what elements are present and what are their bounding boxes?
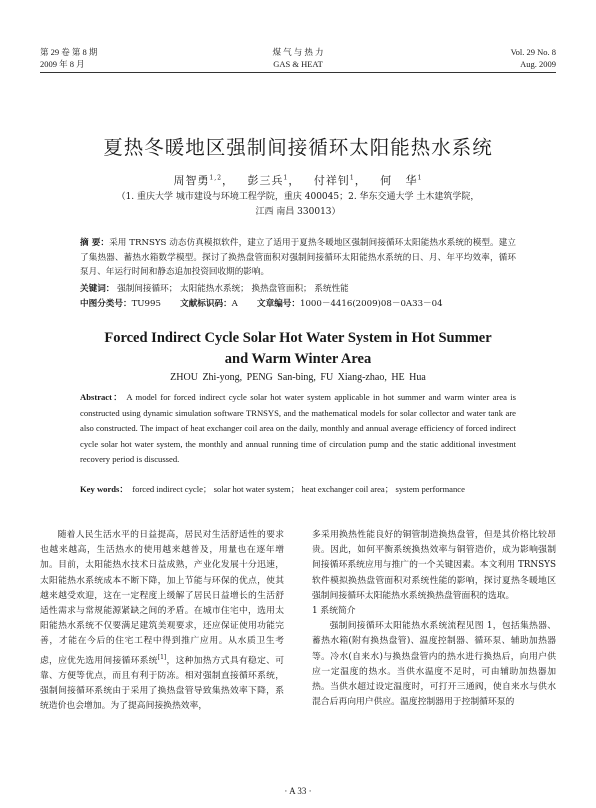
paper-title-en-line1: Forced Indirect Cycle Solar Hot Water System in Hot Summer: [104, 330, 492, 346]
keywords-cn-label: 关键词：: [80, 284, 115, 294]
body-column-left: [40, 528, 284, 714]
publication-date-en: Aug. 2009: [520, 59, 556, 69]
clc-label: 中图分类号：: [80, 299, 132, 309]
keywords-cn: [80, 282, 516, 297]
abstract-cn-text: 采用 TRNSYS 动态仿真模拟软件，建立了适用于夏热冬暖地区强制间接循环太阳能热水系统的模型。建立了集热器、蓄热水箱数学模型。探讨了换热盘管面积对强制间接循环太阳能热水系统的日、月、年平均效率，循环泵月、年运行时间和静态追加投资回收期的影响。: [80, 238, 516, 277]
body-column-right: [312, 528, 556, 710]
volume-issue: 第 29 卷 第 8 期: [40, 47, 98, 57]
keywords-en: [80, 482, 516, 498]
publication-date-cn: 2009 年 8 月: [40, 59, 85, 69]
abstract-en: [80, 390, 516, 468]
journal-name-cn: 煤 气 与 热 力: [272, 47, 324, 57]
keywords-cn-text: 强制间接循环； 太阳能热水系统； 换热盘管面积； 系统性能: [117, 284, 349, 294]
doc-code-value: A: [231, 299, 238, 309]
authors-cn: 周智勇$^{1,2}$， 彭三兵$^1$， 付祥钊$^1$， 何 华$^1$: [173, 174, 423, 187]
running-header-left: [40, 46, 190, 70]
body-paragraph: 随着人民生活水平的日益提高，居民对生活舒适性的要求也越来越高，生活热水的使用越来越普及，用量也在逐年增加。目前，太阳能热水技术日益成熟，产业化发展十分迅速，太阳能热水系统成本不断下降，加上节能与环保的优点，使其越来越受欢迎，这在一定程度上缓解了居民日益增长的生活舒适性需求与常规能源紧缺之间的矛盾。在城市住宅中，选用太阳能热水系统不仅要满足建筑美观要求，还应保证使用功能完善，才能在今后的住宅工程中得到推广应用。从水质卫生考虑，应优先选用间接循环系统[1]，这种加热方式具有稳定、可靠、方便等优点，而且有利于防冻。相对强制直接循环系统，强制间接循环系统由于采用了换热盘管导致集热效率下降，系统造价也会增加。为了提高间接换热效率，: [40, 530, 284, 712]
journal-name-en: GAS & HEAT: [273, 59, 323, 69]
section-heading-1: 1 系统简介: [312, 606, 356, 617]
abstract-cn-label: 摘 要：: [80, 238, 110, 248]
running-header-right: [406, 46, 556, 70]
abstract-en-label: Abstract：: [80, 392, 124, 402]
affiliation-cn-line2: 江西 南昌 330013）: [255, 207, 341, 217]
paper-title-en-line2: and Warm Winter Area: [224, 351, 372, 367]
abstract-en-text: A model for forced indirect cycle solar hot water system applicable in hot summer and warm winter area is constructed using dynamic simulation software TRNSYS, and the mathematical models for solar collector and water tank are also constructed. The impact of heat exchanger coil area on the daily, monthly and annual average efficiency of forced indirect cycle solar hot water system, the monthly and annual running time of circulation pump and the static additional investment recovery period is discussed.: [80, 392, 517, 465]
keywords-en-text: forced indirect cycle； solar hot water system； heat exchanger coil area； system performance: [132, 484, 465, 494]
clc-value: TU995: [131, 299, 161, 309]
running-header-center: [220, 46, 376, 70]
abstract-cn: [80, 236, 516, 280]
classification-line: [80, 297, 516, 312]
paper-title-cn: 夏热冬暖地区强制间接循环太阳能热水系统: [103, 136, 493, 159]
article-no-value: 1000－4416(2009)08－0A33－04: [300, 299, 443, 309]
body-paragraph-2: 强制间接循环太阳能热水系统流程见图 1，包括集热器、蓄热水箱(附有换热盘管)、温度控制器、循环泵、辅助加热器等。冷水(自来水)与换热盘管内的热水进行换热后，向用户供应一定温度的热水。当供水温度不足时，可由辅助加热器加热。当供水超过设定温度时，可打开三通阀，使自来水与供水混合后再向用户供应。温度控制器用于控制循环泵的: [312, 621, 556, 708]
article-no-label: 文章编号：: [257, 299, 300, 309]
header-rule: [40, 72, 556, 73]
page-number: · A 33 ·: [284, 786, 312, 796]
volume-issue-en: Vol. 29 No. 8: [510, 47, 556, 57]
affiliation-cn: [60, 190, 536, 220]
authors-en: ZHOU Zhi-yong, PENG San-bing, FU Xiang-zhao, HE Hua: [170, 372, 426, 383]
doc-code-label: 文献标识码：: [180, 299, 232, 309]
affiliation-cn-line1: （1. 重庆大学 城市建设与环境工程学院，重庆 400045；2. 华东交通大学 土木建筑学院，: [116, 192, 480, 202]
keywords-en-label: Key words：: [80, 484, 128, 494]
body-paragraph-cont: 多采用换热性能良好的铜管制造换热盘管，但是其价格比较昂贵。因此，如何平衡系统换热效率与铜管造价，成为影响强制间接循环系统应用与推广的一个关键因素。本文利用 TRNSYS 软件模拟换热盘管面积对系统性能的影响，探讨夏热冬暖地区强制间接循环太阳能热水系统换热盘管面积的选取。: [312, 530, 556, 601]
paper-title-en: [40, 328, 556, 370]
